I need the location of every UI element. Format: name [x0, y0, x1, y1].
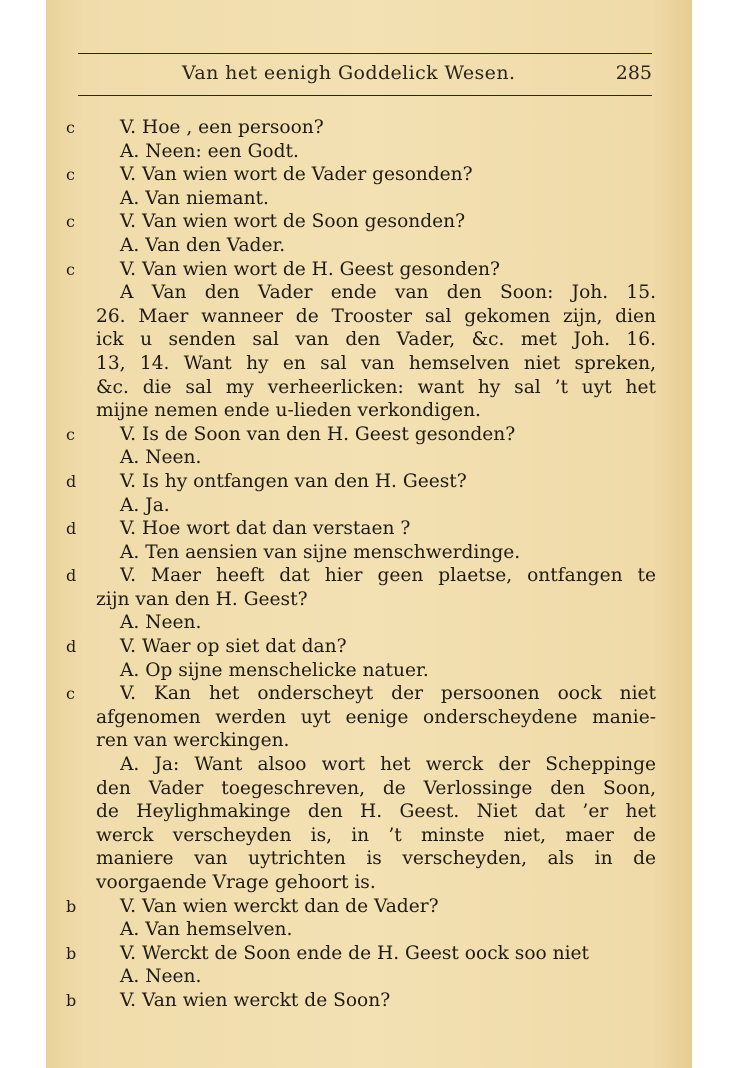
text-line	[66, 234, 656, 258]
continuation-line: den Vader toegeschreven, de Verlossinge den Soon,	[96, 777, 656, 799]
margin-marker: c	[66, 212, 75, 232]
text-line	[66, 281, 656, 305]
answer-line: A. Van hemselven.	[120, 919, 293, 941]
header-top-rule	[78, 53, 652, 54]
text-line	[66, 989, 656, 1013]
text-line	[66, 895, 656, 919]
text-line	[66, 635, 656, 659]
answer-line: A. Ten aensien van sijne menschwerdinge.	[120, 541, 521, 563]
running-header	[78, 62, 652, 88]
answer-line: A. Van niemant.	[120, 187, 269, 209]
running-title: Van het eenigh Goddelick Wesen.	[182, 62, 516, 84]
text-line	[66, 376, 656, 400]
question-line: V. Hoe wort dat dan verstaen ?	[120, 518, 411, 540]
question-line: V. Van wien werckt de Soon?	[120, 989, 391, 1011]
margin-marker: c	[66, 684, 75, 704]
continuation-line: 26. Maer wanneer de Trooster sal gekomen zijn, dien	[96, 305, 656, 327]
text-line	[66, 305, 656, 329]
answer-line: A. Neen.	[120, 612, 202, 634]
continuation-line: voorgaende Vrage gehoort is.	[96, 872, 376, 893]
text-line	[66, 800, 656, 824]
continuation-line: afgenomen werden uyt eenige onderscheydene manie-	[96, 706, 656, 728]
continuation-line: de Heylighmakinge den H. Geest. Niet dat ’er het	[96, 801, 656, 823]
margin-marker: c	[66, 118, 75, 137]
text-line	[66, 659, 656, 683]
text-line	[66, 541, 656, 565]
answer-line: A. Ja.	[120, 494, 170, 516]
answer-line: A Van den Vader ende van den Soon: Joh. 15.	[120, 282, 656, 304]
text-line	[66, 942, 656, 966]
text-line	[66, 847, 656, 871]
margin-marker: b	[66, 990, 77, 1010]
header-bottom-rule	[78, 95, 652, 96]
continuation-line: ick u senden sal van den Vader, &c. met Joh. 16.	[96, 329, 656, 351]
margin-marker: d	[66, 519, 77, 539]
text-line	[66, 729, 656, 753]
text-line	[66, 116, 656, 140]
question-line: V. Van wien wort de Vader gesonden?	[120, 164, 473, 186]
text-line	[66, 163, 656, 187]
text-line	[66, 187, 656, 211]
question-line: V. Werckt de Soon ende de H. Geest oock soo niet	[120, 942, 590, 964]
continuation-line: maniere van uytrichten is verscheyden, als in de	[96, 848, 656, 870]
text-line	[66, 564, 656, 588]
margin-marker: c	[66, 424, 75, 444]
text-line	[66, 399, 656, 423]
text-line	[66, 706, 656, 730]
text-line	[66, 210, 656, 234]
text-line	[66, 517, 656, 541]
text-line	[66, 611, 656, 635]
text-line	[66, 588, 656, 612]
question-line: V. Kan het onderscheyt der persoonen oock niet	[120, 683, 656, 705]
question-line: V. Waer op siet dat dan?	[120, 636, 347, 658]
text-line	[66, 470, 656, 494]
answer-line: A. Neen.	[120, 447, 202, 469]
margin-marker: b	[66, 943, 77, 963]
continuation-line: werck verscheyden is, in ’t minste niet, maer de	[96, 824, 656, 846]
question-line: V. Is de Soon van den H. Geest gesonden?	[120, 423, 516, 445]
answer-line: A. Op sijne menschelicke natuer.	[120, 659, 429, 681]
answer-line: A. Ja: Want alsoo wort het werck der Scheppinge	[120, 754, 656, 776]
question-line: V. Van wien wort de Soon gesonden?	[120, 211, 466, 233]
text-line	[66, 777, 656, 801]
text-line	[66, 328, 656, 352]
continuation-line: ren van werckingen.	[96, 730, 290, 752]
margin-marker: c	[66, 165, 75, 185]
continuation-line: zijn van den H. Geest?	[96, 588, 308, 610]
margin-marker: d	[66, 471, 77, 491]
question-line: V. Is hy ontfangen van den H. Geest?	[120, 470, 467, 492]
answer-line: A. Van den Vader.	[120, 234, 286, 256]
text-line	[66, 753, 656, 777]
text-line	[66, 423, 656, 447]
text-line	[66, 258, 656, 282]
margin-marker: d	[66, 637, 77, 657]
margin-marker: b	[66, 896, 77, 916]
text-line	[66, 446, 656, 470]
text-line	[66, 824, 656, 848]
continuation-line: 13, 14. Want hy en sal van hemselven niet spreken,	[96, 352, 656, 374]
answer-line: A. Neen.	[120, 966, 202, 988]
text-line	[66, 352, 656, 376]
text-line	[66, 494, 656, 518]
page-number: 285	[615, 62, 652, 84]
question-line: V. Hoe , een persoon?	[120, 117, 324, 138]
answer-line: A. Neen: een Godt.	[120, 140, 299, 162]
margin-marker: d	[66, 566, 77, 586]
question-line: V. Van wien wort de H. Geest gesonden?	[120, 258, 500, 280]
text-line	[66, 965, 656, 989]
continuation-line: mijne nemen ende u-lieden verkondigen.	[96, 400, 481, 422]
question-line: V. Maer heeft dat hier geen plaetse, ontfangen te	[120, 565, 656, 587]
continuation-line: &c. die sal my verheerlicken: want hy sal ’t uyt het	[96, 376, 656, 398]
margin-marker: c	[66, 259, 75, 279]
text-line	[66, 140, 656, 164]
question-line: V. Van wien werckt dan de Vader?	[120, 895, 439, 917]
catechism-text	[66, 116, 656, 1013]
text-line	[66, 682, 656, 706]
text-line	[66, 871, 656, 895]
text-line	[66, 918, 656, 942]
